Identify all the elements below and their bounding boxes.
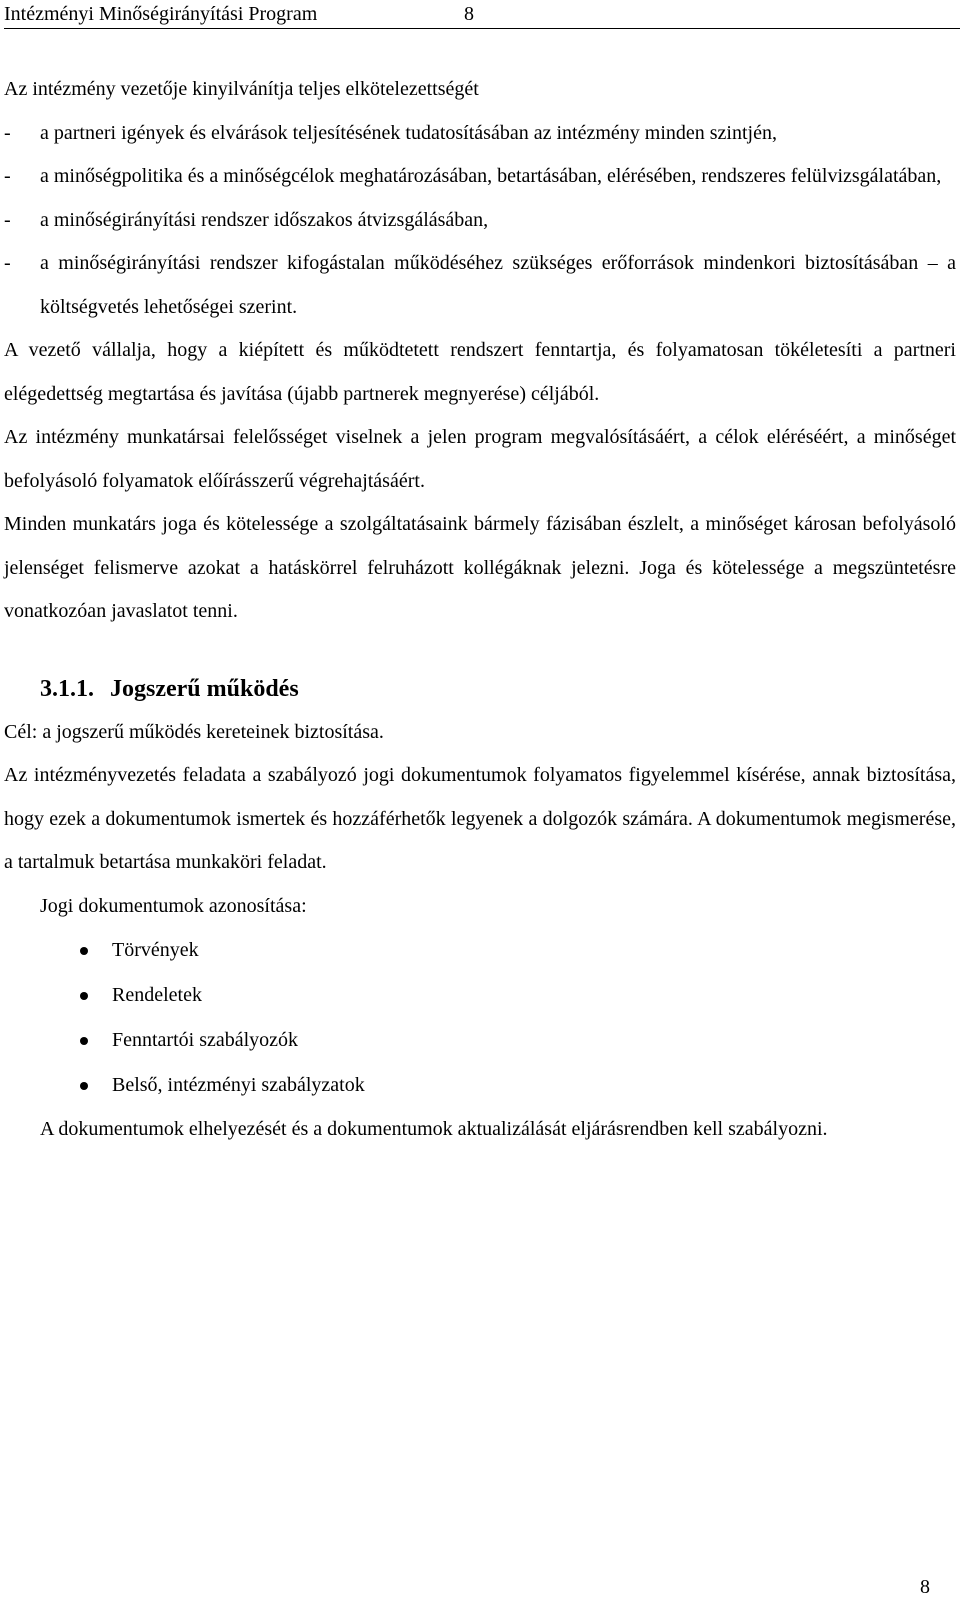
list-item-text: Rendeletek <box>112 984 202 1006</box>
header-page-number: 8 <box>464 3 474 25</box>
closing-paragraph: A dokumentumok elhelyezését és a dokumentumok aktualizálását eljárásrendben kell szabályozni. <box>40 1118 828 1140</box>
list-item-text: a partneri igények és elvárások teljesítésének tudatosításában az intézmény minden szintjén, <box>40 121 777 144</box>
list-item-text: a minőségirányítási rendszer kifogástalan működéséhez szükséges erőforrások mindenkori biztosításában – a költségvetés lehetőségei szerint. <box>40 252 956 318</box>
dash-marker: - <box>4 208 11 231</box>
documents-list <box>4 928 956 1108</box>
list-item <box>4 155 956 199</box>
list-item-text: a minőségpolitika és a minőségcélok meghatározásában, betartásában, elérésében, rendszeres felülvizsgálatában, <box>40 165 942 187</box>
list-item-text: a minőségirányítási rendszer időszakos átvizsgálásában, <box>40 208 489 231</box>
section-heading <box>40 668 956 711</box>
dash-marker: - <box>4 252 11 274</box>
list-item-text: Fenntartói szabályozók <box>112 1029 299 1051</box>
dash-marker: - <box>4 121 11 144</box>
list-item <box>4 199 956 243</box>
bullet-icon <box>80 1082 88 1090</box>
intro-line: Az intézmény vezetője kinyilvánítja teljes elkötelezettségét <box>4 78 479 100</box>
bullet-icon <box>80 947 88 955</box>
list-item-text: Törvények <box>112 939 199 961</box>
duty-paragraph: Minden munkatárs joga és kötelessége a szolgáltatásaink bármely fázisában észlelt, a minőséget károsan befolyásoló jelenséget felismerve azokat a hatáskörrel felruházott kollégáknak jelezni. Joga és kötelessége a megszüntetésre vonatkozóan javaslatot tenni. <box>4 513 956 622</box>
list-item <box>4 1063 956 1108</box>
list-item <box>4 112 956 156</box>
section-goal: Cél: a jogszerű működés kereteinek biztosítása. <box>4 720 384 743</box>
list-item <box>4 1018 956 1063</box>
bullet-icon <box>80 1037 88 1045</box>
staff-paragraph: Az intézmény munkatársai felelősséget viselnek a jelen program megvalósításáért, a célok eléréséért, a minőséget befolyásoló folyamatok előírásszerű végrehajtásáért. <box>4 426 956 492</box>
section-title: Jogszerű működés <box>110 675 299 702</box>
leader-paragraph: A vezető vállalja, hogy a kiépített és működtetett rendszert fenntartja, és folyamatosan tökéletesíti a partneri elégedettség megtartása és javítása (újabb partnerek megnyerése) céljából. <box>4 339 956 405</box>
list-item <box>4 242 956 329</box>
section-number: 3.1.1. <box>40 675 94 702</box>
page-body <box>4 68 956 1152</box>
commitment-list <box>4 112 956 330</box>
list-item <box>4 928 956 973</box>
page-header <box>4 0 960 29</box>
document-title: Intézményi Minőségirányítási Program <box>4 3 318 25</box>
section-body: Az intézményvezetés feladata a szabályozó jogi dokumentumok folyamatos figyelemmel kísérése, annak biztosítása, hogy ezek a dokumentumok ismertek és hozzáférhetők legyenek a dolgozók számára. A dokumentumok megismerése, a tartalmuk betartása munkaköri feladat. <box>4 764 956 873</box>
footer-page-number: 8 <box>920 1576 930 1598</box>
dash-marker: - <box>4 165 11 187</box>
documents-list-title: Jogi dokumentumok azonosítása: <box>40 894 307 917</box>
list-item <box>4 973 956 1018</box>
list-item-text: Belső, intézményi szabályzatok <box>112 1074 365 1096</box>
bullet-icon <box>80 992 88 1000</box>
